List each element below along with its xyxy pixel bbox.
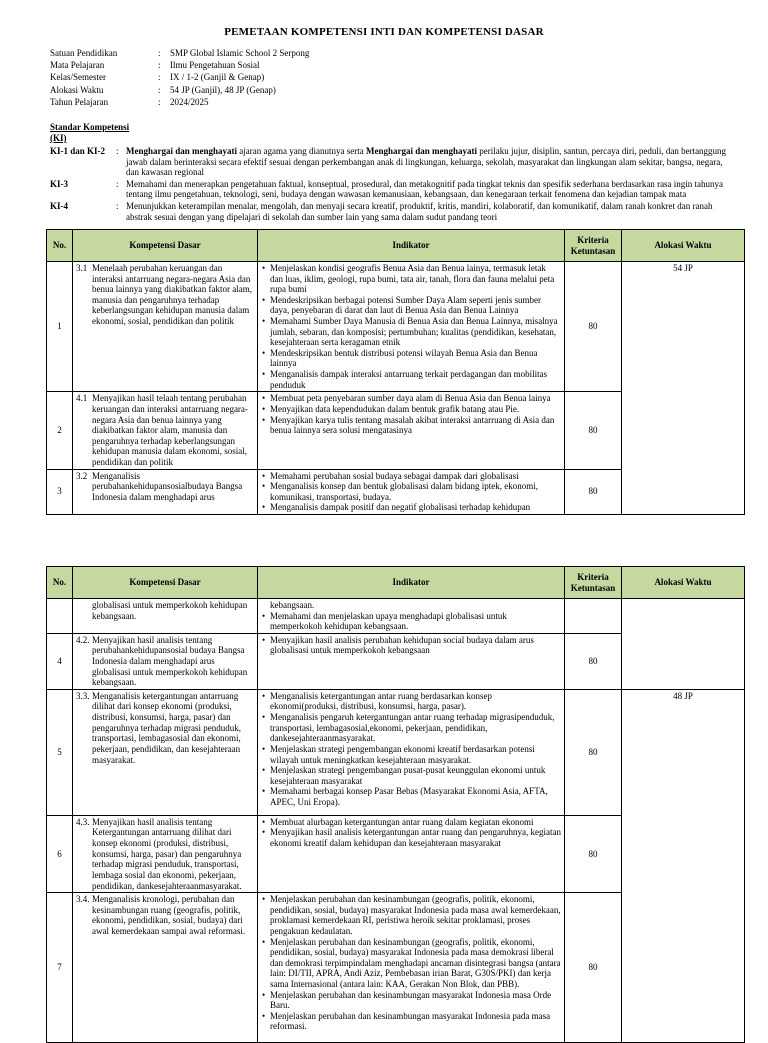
identity-label: Tahun Pelajaran [50, 96, 109, 107]
ki-text-part: perilaku jujur, disiplin, santun, percaya diri, peduli, dan bertanggung jawab dalam berinteraksi secara efektif sesuai dengan perkembangan anak di lingkungan, keluarga, sekolah, masyarakat dan lingkungan alam sekitar, bangsa, negara, dan kawasan regional [126, 146, 727, 178]
identity-row [50, 60, 309, 72]
indikator-item: • Memahami Sumber Daya Manusia di Benua Asia dan Benua Lainnya, misalnya jumlah, sebaran, dan komposisi; pertumbuhan; kualitas (pendidikan, kesehatan, kesejahteraan serta keragaman etnik [270, 316, 561, 348]
kd-text: Menganalisis perubahankehidupansosialbudaya Bangsa Indonesia dalam menghadapi arus [92, 470, 243, 502]
identity-colon: : [158, 72, 161, 83]
header-kd: Kompetensi Dasar [73, 567, 258, 599]
row-number [47, 599, 73, 634]
indikator-cell [258, 689, 565, 815]
kriteria-cell: 80 [565, 469, 622, 514]
kd-item [76, 600, 254, 621]
indikator-item: • Menyajikan data kependudukan dalam bentuk grafik batang atau Pie. [270, 404, 561, 415]
identity-colon: : [158, 96, 161, 107]
indikator-item: • Menjelaskan strategi pengembangan pusat-pusat keunggulan ekonomi untuk kesejahteraan masyarakat [270, 765, 561, 786]
identity-label: Mata Pelajaran [50, 60, 105, 71]
row-number: 7 [47, 893, 73, 1043]
indikator-list [261, 393, 561, 435]
identity-colon: : [158, 84, 161, 95]
kd-text: Menyajikan hasil analisis tentang Ketergantungan antarruang dilihat dari konsep ekonomi (produksi, distribusi, konsumsi, harga, pasar) dan pengaruhnya terhadap migrasi penduduk, transportasi, lembaga sosial dan ekonomi, pekerjaan, pendidikan, dankesejahteraanmasyarakat. [92, 816, 242, 891]
indikator-list [261, 263, 561, 390]
kriteria-cell: 80 [565, 689, 622, 815]
kd-number: 3.2 [76, 470, 88, 481]
indikator-list [261, 600, 561, 632]
table-row [47, 689, 745, 815]
identity-value: 54 JP (Ganjil), 48 JP (Genap) [170, 84, 276, 95]
ki-list [50, 146, 735, 223]
kd-item [76, 471, 254, 503]
identity-colon: : [158, 48, 161, 58]
kd-number: 4.1 [76, 393, 88, 404]
header-alokasi: Alokasi Waktu [622, 230, 745, 262]
header-indikator: Indikator [258, 230, 565, 262]
kriteria-cell: 80 [565, 392, 622, 469]
ki-row [50, 179, 735, 200]
indikator-item: • Menjelaskan perubahan dan kesinambungan (geografis, politik, ekonomi, pendidikan, sosial, budaya) masyarakat Indonesia pada masa awal kemerdekaan, proklamasi kemerdekaan RI, peristiwa heroik sekitar proklamasi, proses pengakuan kedaulatan. [270, 894, 561, 936]
identity-row [50, 85, 309, 97]
indikator-item: • Menjelaskan kondisi geografis Benua Asia dan Benua lainya, termasuk letak dan luas, iklim, geologi, rupa bumi, tata air, tanah, flora dan fauna melalui peta rupa bumi [270, 263, 561, 295]
kd-item [76, 691, 254, 765]
header-kd: Kompetensi Dasar [73, 230, 258, 262]
identity-label: Satuan Pendidikan [50, 48, 118, 58]
row-number: 5 [47, 689, 73, 815]
ki-code: KI-4 [50, 201, 68, 212]
kd-text: Menyajikan hasil telaah tentang perubahan keruangan dan interaksi antarruang negara-negara Asia dan benua lainnya yang diakibatkan faktor alam, manusia dan pengaruhnya terhadap keberlangsungan kehidupan manusia dalam ekonomi, sosial, pendidikan dan politik [92, 393, 248, 467]
alokasi-cell: 48 JP [622, 689, 745, 1042]
ki-bold-text: Menghargai dan menghayati [126, 146, 238, 156]
row-number: 3 [47, 469, 73, 514]
indikator-item: • Menjelaskan strategi pengembangan ekonomi kreatif berdasarkan potensi wilayah untuk meningkatkan kesejahteraan masyarakat. [270, 744, 561, 765]
indikator-cell [258, 469, 565, 514]
table-row [47, 599, 745, 634]
identity-block [50, 48, 309, 109]
ki-row [50, 201, 735, 222]
indikator-item: • Membuat alurbagan ketergantungan antar ruang dalam kegiatan ekonomi [270, 817, 561, 828]
indikator-item: • Menyajikan hasil analisis ketergantungan antar ruang dan pengaruhnya, kegiatan ekonomi kreatif dalam kehidupan dan kesejahteraan masyarakat [270, 827, 561, 848]
identity-label: Kelas/Semester [50, 72, 106, 83]
kd-number: 3.4. [76, 894, 90, 905]
kd-text: Menganalisis ketergantungan antarruang dilihat dari konsep ekonomi (produksi, distribusi, konsumsi, harga, pasar) dan pengaruhnya terhadap migrasi penduduk, transportasi, lembagasosial dan ekonomi, pekerjaan, pendidikan, dan kesejahteraan masyarakat. [92, 690, 241, 765]
header-kriteria: Kriteria Ketuntasan [565, 567, 622, 599]
indikator-item: • Menganalisis dampak positif dan negatif globalisasi terhadap kehidupan [270, 502, 561, 513]
kd-number: 4.3. [76, 816, 90, 827]
kriteria-cell: 80 [565, 633, 622, 689]
header-indikator: Indikator [258, 567, 565, 599]
kd-text: Menyajikan hasil analisis tentang perubahankehidupansosial budaya Bangsa Indonesia dalam menghadapi arus globalisasi untuk memperkokoh kehidupan kebangsaan. [92, 634, 248, 688]
kd-cell [73, 633, 258, 689]
kd-cell [73, 262, 258, 392]
indikator-item: • Menjelaskan perubahan dan kesinambungan (geografis, politik, ekonomi, pendidikan, sosial, budaya) masyarakat Indonesia pada masa demokrasi liberal dan demokrasi terpimpindalam menghadapi ancaman disintegrasi bangsa (antara lain: DI/TII, APRA, Andi Aziz, Pembebasan irian Barat, G30S/PKI) dan kerja sama Internasional (antara lain: KAA, Gerakan Non Blok, dan PBB). [270, 937, 561, 990]
kd-cell [73, 689, 258, 815]
indikator-cell [258, 599, 565, 634]
kd-text: Menganalisis kronologi, perubahan dan kesinambungan ruang (geografis, politik, ekonomi, pendidikan, sosial, budaya) dari awal kemerdekaan sampai awal reformasi. [92, 894, 246, 936]
indikator-cell [258, 893, 565, 1043]
ki-text-part: ajaran agama yang dianutnya serta [237, 146, 366, 156]
kd-item [76, 894, 254, 936]
indikator-cell [258, 262, 565, 392]
kd-item [76, 263, 254, 327]
header-kriteria: Kriteria Ketuntasan [565, 230, 622, 262]
indikator-cell [258, 392, 565, 469]
kd-number: 3.3. [76, 690, 90, 701]
kd-table-2 [46, 566, 745, 1043]
row-number: 1 [47, 262, 73, 392]
identity-value: SMP Global Islamic School 2 Serpong [170, 48, 310, 58]
ki-heading-line-2: (KI) [50, 132, 67, 143]
kd-number: 3.1 [76, 263, 88, 273]
ki-colon: : [116, 201, 119, 212]
indikator-list [261, 894, 561, 1032]
kd-text: globalisasi untuk memperkokoh kehidupan kebangsaan. [92, 600, 248, 621]
ki-code: KI-1 dan KI-2 [50, 146, 106, 156]
indikator-list [261, 817, 561, 849]
kd-cell [73, 815, 258, 892]
indikator-item: • Membuat peta penyebaran sumber daya alam di Benua Asia dan Benua lainya [270, 393, 561, 404]
identity-value: Ilmu Pengetahuan Sosial [170, 60, 260, 71]
identity-label: Alokasi Waktu [50, 84, 104, 95]
identity-row [50, 48, 309, 60]
kd-item [76, 635, 254, 688]
ki-text: Memahami dan menerapkan pengetahuan faktual, konseptual, prosedural, dan metakognitif pada tingkat teknis dan spesifik sederhana berdasarkan rasa ingin tahunya tentang ilmu pengetahuan, teknologi, seni, budaya dengan wawasan kemanusiaan, kebangsaan, dan kenegaraan terkait fenomena dan kejadian tampak mata [126, 178, 724, 200]
indikator-item: • Mendeskripsikan berbagai potensi Sumber Daya Alam seperti jenis sumber daya, penyebaran di darat dan laut di Benua Asia dan Benua Lainnya [270, 295, 561, 316]
identity-colon: : [158, 60, 161, 71]
ki-heading-line-1: Standar Kompetensi [50, 122, 130, 132]
indikator-list [261, 691, 561, 808]
alokasi-cell: 54 JP [622, 262, 745, 515]
indikator-cell [258, 633, 565, 689]
header-alokasi: Alokasi Waktu [622, 567, 745, 599]
kd-table-1 [46, 229, 745, 515]
header-no: No. [47, 567, 73, 599]
kd-cell [73, 893, 258, 1043]
indikator-item: • Memahami berbagai konsep Pasar Bebas (Masyarakat Ekonomi Asia, AFTA, APEC, Uni Eropa). [270, 786, 561, 807]
ki-text [126, 146, 735, 178]
indikator-item: • Menganalisis ketergantungan antar ruang berdasarkan konsep ekonomi(produksi, distribusi, konsumsi, harga, pasar). [270, 691, 561, 712]
kd-cell [73, 599, 258, 634]
identity-row [50, 72, 309, 84]
kd-number: 4.2. [76, 634, 90, 645]
row-number: 2 [47, 392, 73, 469]
indikator-item: • Menyajikan karya tulis tentang masalah akibat interaksi antarruang di Asia dan benua lainnya sera solusi mengatasinya [270, 415, 561, 436]
indikator-item: • Mendeskripsikan bentuk distribusi potensi wilayah Benua Asia dan Benua lainnya [270, 348, 561, 369]
indikator-item: • Memahami perubahan sosial budaya sebagai dampak dari globalisasi [270, 471, 561, 482]
ki-code: KI-3 [50, 178, 68, 189]
row-number: 6 [47, 815, 73, 892]
indikator-item: • Menyajikan hasil analisis perubahan kehidupan social budaya dalam arus globalisasi untuk memperkokoh kebangsaan [270, 635, 561, 656]
indikator-cell [258, 815, 565, 892]
header-no: No. [47, 230, 73, 262]
ki-colon: : [116, 146, 119, 156]
indikator-item: • Memahami dan menjelaskan upaya menghadapi globalisasi untuk memperkokoh kehidupan kebangsaan. [270, 611, 561, 632]
kd-text: Menelaah perubahan keruangan dan interaksi antarruang negara-negara Asia dan benua lainnya yang diakibatkan faktor alam, manusia dan pengaruhnya terhadap keberlangsungan kehidupan manusia dalam ekonomi, sosial, pendidikan dan politik [92, 263, 252, 327]
table-row [47, 262, 745, 392]
kriteria-cell: 80 [565, 815, 622, 892]
indikator-list [261, 635, 561, 656]
ki-text: Menunjukkan keterampilan menalar, mengolah, dan menyaji secara kreatif, produktif, kritis, mandiri, kolaboratif, dan komunikatif, dalam ranah konkret dan ranah abstrak sesuai dengan yang dipelajari di sekolah dan sumber lain yang sama dalam sudut pandang teori [126, 201, 713, 222]
kd-item [76, 393, 254, 467]
indikator-item: • Menganalisis konsep dan bentuk globalisasi dalam bidang iptek, ekonomi, komunikasi, transportasi, budaya. [270, 481, 561, 502]
kriteria-cell [565, 599, 622, 634]
kd-item [76, 817, 254, 891]
ki-row [50, 146, 735, 178]
identity-value: IX / 1-2 (Ganjil & Genap) [170, 72, 265, 83]
ki-colon: : [116, 178, 119, 189]
row-number: 4 [47, 633, 73, 689]
identity-row [50, 97, 309, 109]
indikator-list [261, 471, 561, 513]
kd-cell [73, 469, 258, 514]
indikator-item: kebangsaan. [270, 600, 315, 610]
indikator-item: • Menjelaskan perubahan dan kesinambungan masyarakat Indonesia pada masa reformasi. [270, 1011, 561, 1032]
alokasi-cell [622, 599, 745, 690]
identity-value: 2024/2025 [170, 96, 209, 107]
indikator-item: • Menjelaskan perubahan dan kesinambungan masyarakat Indonesia masa Orde Baru. [270, 990, 561, 1011]
ki-heading [50, 122, 129, 144]
kd-cell [73, 392, 258, 469]
indikator-item: • Menganalisis pengaruh ketergantungan antar ruang terhadap migrasipenduduk, transportasi, lembagasosial,ekonomi, pekerjaan, pendidikan, dankesejahteraanmasyarakat. [270, 712, 561, 744]
kriteria-cell: 80 [565, 893, 622, 1043]
indikator-item: • Menganalisis dampak interaksi antarruang terkait perdagangan dan mobilitas penduduk [270, 369, 561, 390]
page-title: PEMETAAN KOMPETENSI INTI DAN KOMPETENSI DASAR [224, 26, 544, 38]
ki-bold-text: Menghargai dan menghayati [365, 146, 477, 156]
kriteria-cell: 80 [565, 262, 622, 392]
